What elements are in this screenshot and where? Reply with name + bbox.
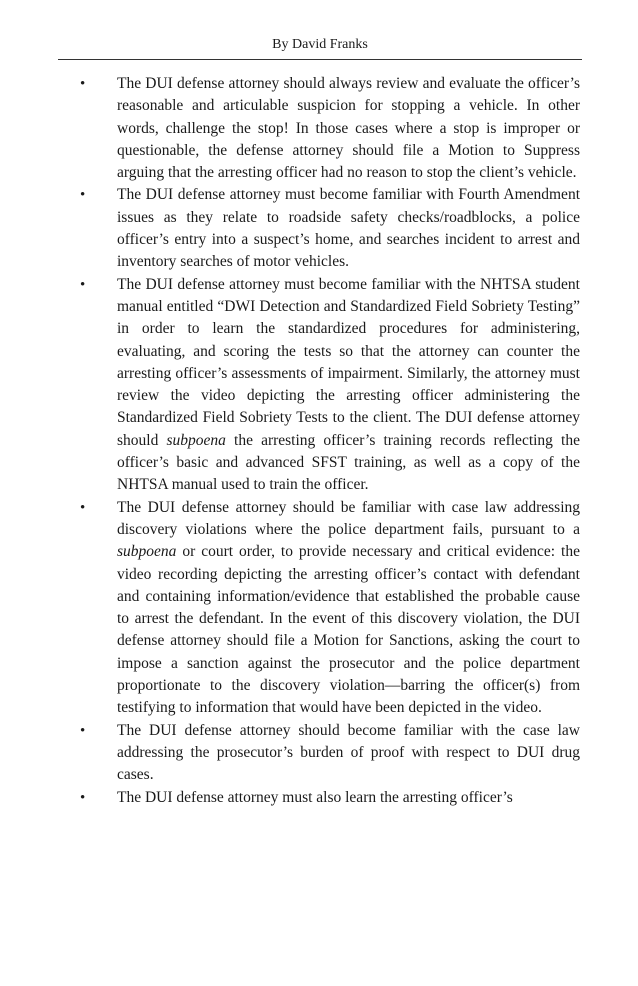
text-segment: The DUI defense attorney must become familiar with the NHTSA student manual entitled “DWI Detection and Standardized Field Sobriety Testing” in order to learn the standardized procedures for administering, evaluating, and scoring the tests so that the attorney can counter the arresting officer’s assessments of impairment. Similarly, the attorney must review the video depicting the arresting officer administering the Standardized Field Sobriety Tests to the client. The DUI defense attorney should xyxy=(117,275,580,449)
paragraph-text xyxy=(117,274,580,497)
text-segment: The DUI defense attorney must also learn the arresting officer’s xyxy=(117,788,513,806)
list-item xyxy=(80,184,580,273)
italic-term: subpoena xyxy=(117,543,177,561)
bullet-icon: • xyxy=(80,276,86,293)
list-item xyxy=(80,720,580,787)
list-item xyxy=(80,274,580,497)
bullet-icon: • xyxy=(80,76,86,92)
text-segment: or court order, to provide necessary and critical evidence: the video recording depicting the arresting officer’s contact with defendant and containing information/evidence that established the probable cause to arrest the defendant. In the event of this discovery violation, the DUI defense attorney should file a Motion for Sanctions, asking the court to impose a sanction against the prosecutor and the police department proportionate to the discovery violation—barring the officer(s) from testifying to information that would have been depicted in the video. xyxy=(117,543,580,717)
paragraph-text xyxy=(117,497,580,720)
bullet-icon: • xyxy=(80,722,86,739)
header-rule xyxy=(58,59,582,60)
text-segment: the arresting officer’s training records reflecting the officer’s basic and advanced SFST training, as well as a copy of the NHTSA manual used to train the officer. xyxy=(117,431,580,494)
paragraph-text xyxy=(117,73,580,184)
list-item xyxy=(80,787,580,809)
list-item xyxy=(80,73,580,184)
bullet-list xyxy=(80,73,580,809)
text-segment: The DUI defense attorney should always review and evaluate the officer’s reasonable and articulable suspicion for stopping a vehicle. In other words, challenge the stop! In those cases where a stop is improper or questionable, the defense attorney should file a Motion to Suppress arguing that the arresting officer had no reason to stop the client’s vehicle. xyxy=(117,75,580,182)
list-item xyxy=(80,497,580,720)
paragraph-text xyxy=(117,184,580,273)
bullet-icon: • xyxy=(80,187,86,204)
paragraph-text xyxy=(117,787,580,809)
text-segment: The DUI defense attorney must become familiar with Fourth Amendment issues as they relate to roadside safety checks/roadblocks, a police officer’s entry into a suspect’s home, and searches incident to arrest and inventory searches of motor vehicles. xyxy=(117,186,580,271)
text-segment: The DUI defense attorney should be familiar with case law addressing discovery violations where the police department fails, pursuant to a xyxy=(117,498,580,538)
bullet-icon: • xyxy=(80,499,86,516)
running-header: By David Franks xyxy=(272,37,368,52)
italic-term: subpoena xyxy=(166,431,226,449)
text-segment: The DUI defense attorney should become familiar with the case law addressing the prosecutor’s burden of proof with respect to DUI drug cases. xyxy=(117,721,580,784)
bullet-icon: • xyxy=(80,789,86,806)
paragraph-text xyxy=(117,720,580,787)
